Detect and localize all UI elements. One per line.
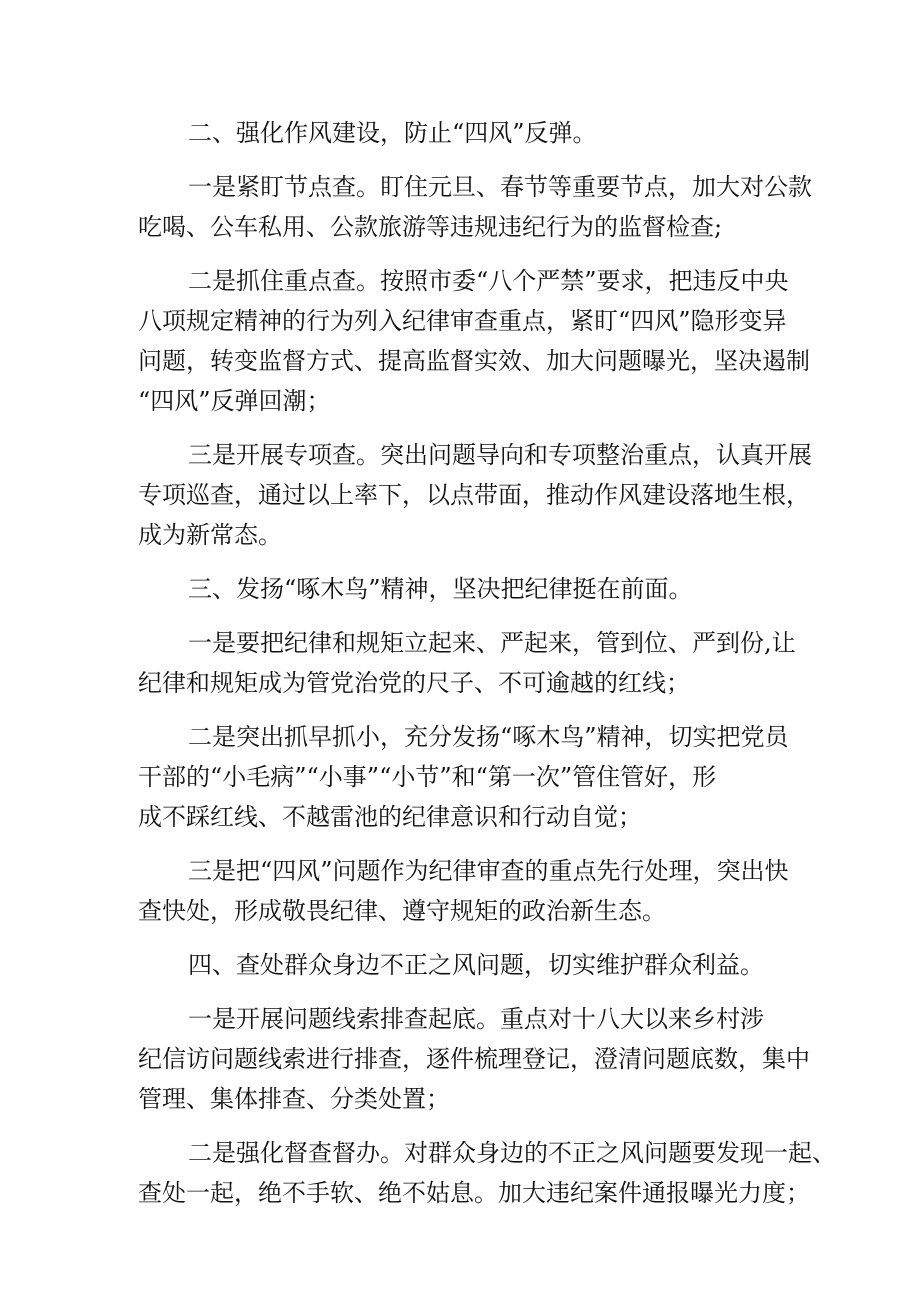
- text-line: 问题，转变监督方式、提高监督实效、加大问题曝光，坚决遏制: [138, 347, 810, 375]
- text-line: 查处一起，绝不手软、绝不姑息。加大违纪案件通报曝光力度；: [138, 1179, 810, 1207]
- text-line: 纪信访问题线索进行排查，逐件梳理登记，澄清问题底数，集中: [138, 1045, 810, 1073]
- text-line: 一是要把纪律和规矩立起来、严起来，管到位、严到份,让: [188, 629, 796, 657]
- text-line: 四、查处群众身边不正之风问题，切实维护群众利益。: [188, 951, 764, 979]
- text-line: 纪律和规矩成为管党治党的尺子、不可逾越的红线；: [138, 669, 690, 697]
- text-line: 成为新常态。: [138, 521, 282, 549]
- text-line: 吃喝、公车私用、公款旅游等违规违纪行为的监督检查;: [138, 213, 723, 241]
- text-line: 三、发扬“啄木鸟”精神，坚决把纪律挺在前面。: [188, 575, 693, 603]
- text-line: 管理、集体排查、分类处置；: [138, 1085, 450, 1113]
- paragraph: [138, 851, 798, 931]
- section-heading-3: [138, 569, 798, 609]
- paragraph: [138, 261, 810, 421]
- text-line: 干部的“小毛病”“小事”“小节”和“第一次”管住管好，形: [138, 763, 717, 791]
- text-line: 二是强化督查督办。对群众身边的不正之风问题要发现一起、: [188, 1139, 836, 1167]
- text-line: “四风”反弹回潮；: [138, 387, 331, 415]
- text-line: 一是紧盯节点查。盯住元旦、春节等重要节点，加大对公款: [188, 173, 812, 201]
- text-line: 一是开展问题线索排查起底。重点对十八大以来乡村涉: [188, 1005, 764, 1033]
- text-line: 三是开展专项查。突出问题导向和专项整治重点，认真开展: [188, 441, 812, 469]
- text-line: 八项规定精神的行为列入纪律审查重点，紧盯“四风”隐形变异: [138, 307, 787, 335]
- paragraph: [138, 167, 812, 247]
- text-line: 专项巡查，通过以上率下，以点带面，推动作风建设落地生根，: [138, 481, 810, 509]
- text-line: 查快处，形成敬畏纪律、遵守规矩的政治新生态。: [138, 897, 666, 925]
- document-body: [138, 113, 836, 1227]
- paragraph: [138, 435, 812, 555]
- text-line: 二、强化作风建设，防止“四风”反弹。: [188, 119, 597, 147]
- text-line: 二是突出抓早抓小，充分发扬“啄木鸟”精神，切实把党员: [188, 723, 789, 751]
- paragraph: [138, 623, 798, 703]
- paragraph: [138, 999, 810, 1119]
- text-line: 二是抓住重点查。按照市委“八个严禁”要求，把违反中央: [188, 267, 789, 295]
- section-heading-2: [138, 113, 798, 153]
- section-heading-4: [138, 945, 798, 985]
- text-line: 三是把“四风”问题作为纪律审查的重点先行处理，突出快: [188, 857, 789, 885]
- text-line: 成不踩红线、不越雷池的纪律意识和行动自觉；: [138, 803, 642, 831]
- paragraph: [138, 717, 798, 837]
- paragraph: [138, 1133, 836, 1213]
